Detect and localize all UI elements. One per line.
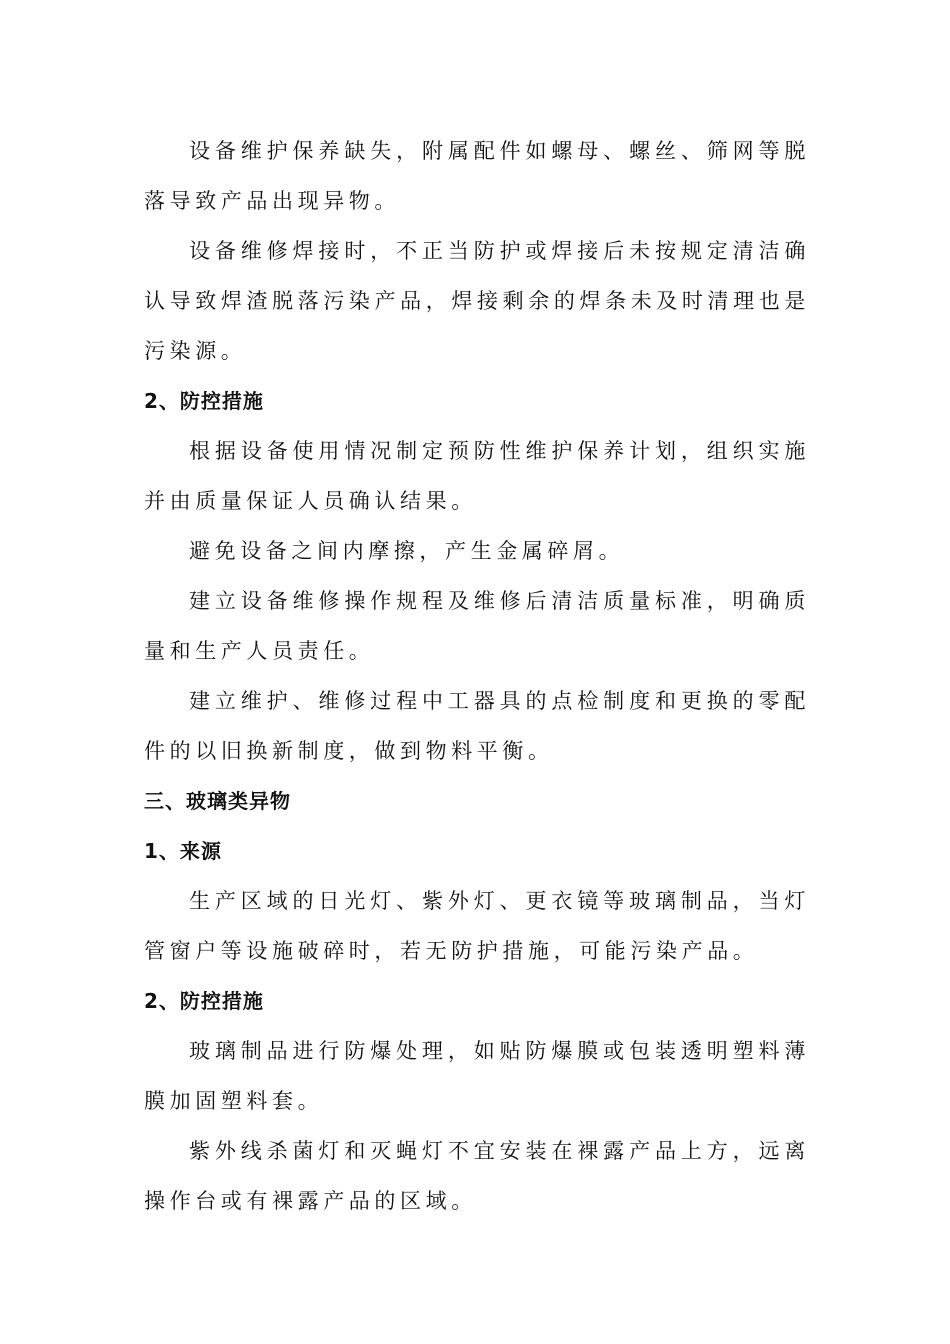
paragraph-preventive-maintenance-plan: 根据设备使用情况制定预防性维护保养计划，组织实施并由质量保证人员确认结果。 [144,439,810,513]
heading-glass-foreign-matter: 三、玻璃类异物 [144,789,291,813]
paragraph-maintenance-missing: 设备维护保养缺失，附属配件如螺母、螺丝、筛网等脱落导致产品出现异物。 [144,139,810,213]
paragraph-uv-lamp-placement: 紫外线杀菌灯和灭蝇灯不宜安装在裸露产品上方，远离操作台或有裸露产品的区域。 [144,1139,810,1213]
paragraph-explosion-proof: 玻璃制品进行防爆处理，如贴防爆膜或包装透明塑料薄膜加固塑料套。 [144,1039,810,1113]
heading-prevention-measures-1: 2、防控措施 [144,389,264,413]
paragraph-glass-sources: 生产区域的日光灯、紫外灯、更衣镜等玻璃制品，当灯管窗户等设施破碎时，若无防护措施，可能污染产品。 [144,889,810,963]
paragraph-avoid-friction: 避免设备之间内摩擦，产生金属碎屑。 [189,539,625,563]
document-body [144,126,810,1226]
heading-prevention-measures-2: 2、防控措施 [144,989,264,1013]
heading-sources: 1、来源 [144,839,222,863]
paragraph-welding-contamination: 设备维修焊接时，不正当防护或焊接后未按规定清洁确认导致焊渣脱落污染产品，焊接剩余的焊条未及时清理也是污染源。 [144,239,810,363]
paragraph-repair-procedures: 建立设备维修操作规程及维修后清洁质量标准，明确质量和生产人员责任。 [144,589,810,663]
paragraph-tool-inspection: 建立维护、维修过程中工器具的点检制度和更换的零配件的以旧换新制度，做到物料平衡。 [144,689,810,763]
